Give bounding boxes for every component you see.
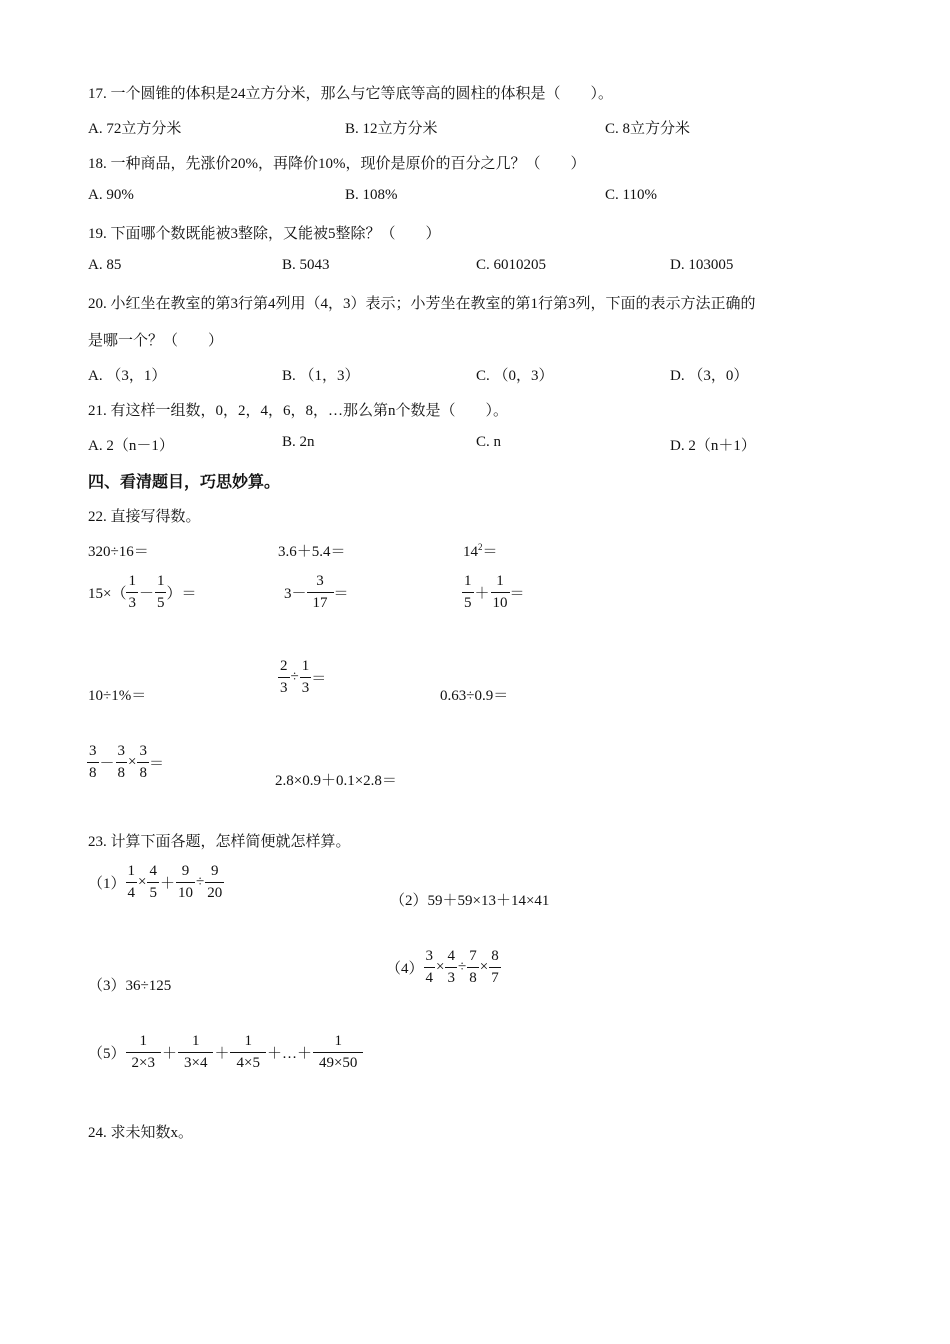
q21-stem: 21. 有这样一组数，0，2，4，6，8，…那么第n个数是（ ）。 (88, 403, 509, 419)
q17-option-a: A. 72立方分米 (88, 121, 182, 137)
q23-part-4-op-3: × (479, 959, 489, 975)
q23-part-4-fraction-2: $\frac{4}{3}$ (447, 948, 455, 986)
q23-part-1-op-3: ÷ (196, 874, 205, 890)
q23-part-3: （3）36÷125 (88, 978, 172, 994)
q23-part-1-op-2: ＋ (159, 876, 175, 892)
q22-expr-10-fraction-2: $\frac{3}{8}$ (117, 743, 126, 781)
q23-part-5-op-1: ＋ (161, 1046, 177, 1062)
q19-option-d: D. 103005 (670, 257, 734, 273)
q22-expr-7: 10÷1%＝ (88, 688, 147, 704)
q22-expr-10-fraction-3: $\frac{3}{8}$ (139, 743, 147, 781)
q22-stem: 22. 直接写得数。 (88, 509, 201, 525)
q22-expr-2: 3.6＋5.4＝ (278, 544, 346, 560)
q19-stem: 19. 下面哪个数既能被3整除，又能被5整除？（ ） (88, 226, 441, 242)
q23-part-1-fraction-1: $\frac{1}{4}$ (127, 863, 136, 901)
q23-part-1-label: （1） (88, 876, 126, 892)
q22-expr-5-equals: ＝ (333, 586, 349, 602)
q17-option-c: C. 8立方分米 (605, 121, 691, 137)
q22-expr-4-fraction-1: $\frac{1}{3}$ (128, 573, 136, 611)
q23-part-5-fraction-2: $\frac{1}{3\times 4}$ (178, 1034, 213, 1071)
q22-expr-10-fraction-1: $\frac{3}{8}$ (89, 743, 97, 781)
q22-expr-11: 2.8×0.9＋0.1×2.8＝ (275, 773, 397, 789)
q20-option-a: A. （3，1） (88, 368, 167, 384)
q21-option-d: D. 2（n＋1） (670, 438, 756, 454)
q23-part-4-fraction-3: $\frac{7}{8}$ (469, 948, 477, 986)
q22-expr-3-base: 14 (463, 544, 478, 560)
q22-expr-5-prefix: 3－ (284, 586, 307, 602)
q22-expr-8-fraction-1: $\frac{2}{3}$ (280, 658, 288, 696)
q22-expr-6 (462, 574, 525, 611)
q20-stem-line1: 20. 小红坐在教室的第3行第4列用（4，3）表示；小芳坐在教室的第1行第3列，下面的表示方法正确的 (88, 296, 756, 312)
q23-part-4-fraction-4: $\frac{8}{7}$ (491, 948, 499, 986)
q23-part-5 (88, 1034, 363, 1071)
q22-expr-4-fraction-2: $\frac{1}{5}$ (156, 573, 165, 611)
q23-part-4-op-1: × (436, 959, 445, 975)
q23-part-5-fraction-3: $\frac{1}{4\times 5}$ (230, 1034, 265, 1071)
q21-option-b: B. 2n (282, 434, 315, 450)
q20-option-b: B. （1，3） (282, 368, 360, 384)
q22-expr-10-times: × (128, 754, 137, 770)
q23-part-4 (386, 949, 501, 986)
q20-stem-line2: 是哪一个？（ ） (88, 333, 224, 349)
q22-expr-8-divide: ÷ (290, 669, 299, 685)
q22-expr-10-equals: ＝ (148, 756, 164, 772)
q20-option-d: D. （3，0） (670, 368, 749, 384)
q22-expr-4-tail: ）＝ (166, 586, 197, 602)
q20-option-c: C. （0，3） (476, 368, 554, 384)
q23-part-1-fraction-4: $\frac{9}{20}$ (207, 863, 223, 901)
q19-option-a: A. 85 (88, 257, 122, 273)
q22-expr-3-exponent: 2 (478, 542, 483, 552)
q23-part-5-fraction-4: $\frac{1}{49\times 50}$ (313, 1034, 363, 1071)
q22-expr-6-fraction-1: $\frac{1}{5}$ (464, 573, 472, 611)
q23-part-1 (88, 864, 224, 901)
q22-expr-4-minus: － (138, 586, 154, 602)
q18-option-a: A. 90% (88, 187, 134, 203)
q22-expr-9: 0.63÷0.9＝ (440, 688, 509, 704)
q22-expr-8-equals: ＝ (311, 671, 327, 687)
q22-expr-8 (278, 659, 326, 696)
q23-part-4-label: （4） (386, 961, 424, 977)
q22-expr-5 (284, 574, 349, 611)
q22-expr-6-plus: ＋ (474, 586, 490, 602)
q23-part-2: （2）59＋59×13＋14×41 (390, 893, 550, 909)
q18-option-b: B. 108% (345, 187, 398, 203)
q23-part-5-op-2: ＋ (214, 1046, 230, 1062)
q18-stem: 18. 一种商品，先涨价20%，再降价10%，现价是原价的百分之几？（ ） (88, 156, 586, 172)
q22-expr-8-fraction-2: $\frac{1}{3}$ (301, 658, 310, 696)
section-4-title: 四、看清题目，巧思妙算。 (88, 472, 281, 491)
q18-option-c: C. 110% (605, 187, 657, 203)
q17-stem: 17. 一个圆锥的体积是24立方分米，那么与它等底等高的圆柱的体积是（ ）。 (88, 86, 614, 102)
q19-option-b: B. 5043 (282, 257, 330, 273)
q22-expr-6-equals: ＝ (509, 586, 525, 602)
q22-expr-10-minus: － (99, 756, 115, 772)
q22-expr-4-prefix: 15×（ (88, 586, 127, 602)
q21-option-c: C. n (476, 434, 502, 450)
q23-part-4-fraction-1: $\frac{3}{4}$ (425, 948, 434, 986)
q23-part-5-label: （5） (88, 1046, 126, 1062)
q23-stem: 23. 计算下面各题，怎样简便就怎样算。 (88, 834, 351, 850)
q22-expr-6-fraction-2: $\frac{1}{10}$ (492, 573, 508, 611)
q23-part-1-op-1: × (138, 874, 147, 890)
q22-expr-4 (88, 574, 197, 611)
q23-part-1-fraction-2: $\frac{4}{5}$ (149, 863, 157, 901)
q23-part-5-op-3: ＋…＋ (266, 1046, 312, 1062)
q22-expr-3-equals: ＝ (482, 544, 498, 560)
q21-option-a: A. 2（n－1） (88, 438, 174, 454)
q24-stem: 24. 求未知数x。 (88, 1125, 194, 1141)
q22-expr-10 (87, 744, 164, 781)
q22-expr-5-fraction: $\frac{3}{17}$ (307, 574, 334, 611)
q19-option-c: C. 6010205 (476, 257, 547, 273)
q23-part-1-fraction-3: $\frac{9}{10}$ (178, 863, 193, 901)
q23-part-4-op-2: ÷ (457, 959, 467, 975)
q22-expr-1: 320÷16＝ (88, 544, 149, 560)
q22-expr-3 (463, 540, 498, 561)
q17-option-b: B. 12立方分米 (345, 121, 438, 137)
q23-part-5-fraction-1: $\frac{1}{2\times 3}$ (126, 1034, 161, 1071)
